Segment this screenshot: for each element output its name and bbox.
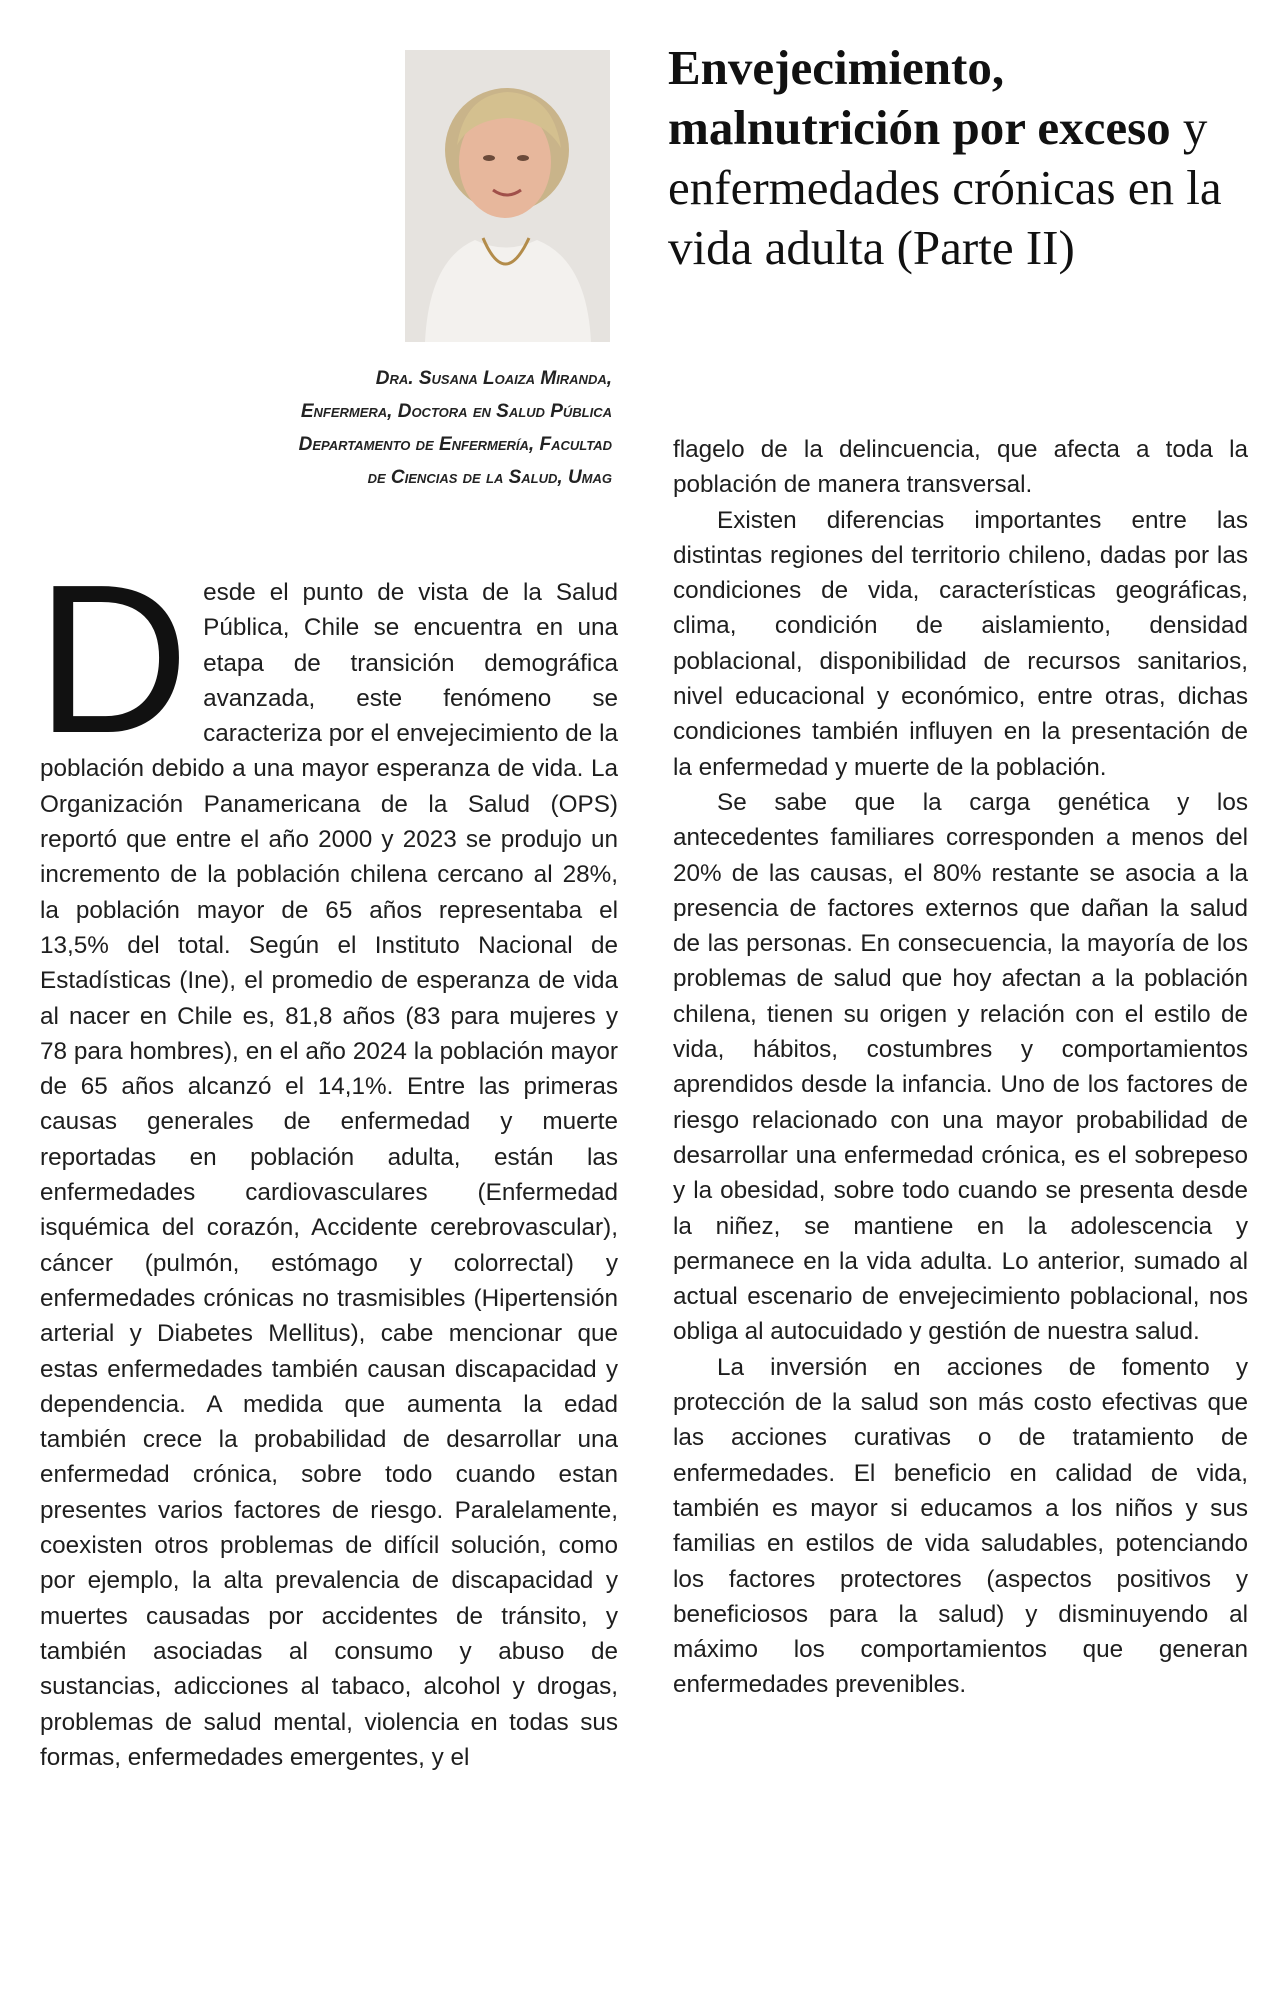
author-photo: [405, 50, 610, 342]
body-paragraph: esde el punto de vista de la Salud Pública, Chile se encuentra en una etapa de transición demográfica avanzada, este fenómeno se caracteriza por el envejecimiento de la población debido a una mayor esperanza de vida. La Organización Panamericana de la Salud (OPS) reportó que entre el año 2000 y 2023 se produjo un incremento de la población chilena cercano al 28%, la población mayor de 65 años representaba el 13,5% del total. Según el Instituto Nacional de Estadísticas (Ine), el promedio de esperanza de vida al nacer en Chile es, 81,8 años (83 para mujeres y 78 para hombres), en el año 2024 la población mayor de 65 años alcanzó el 14,1%. Entre las primeras causas generales de enfermedad y muerte reportadas en población adulta, están las enfermedades cardiovasculares (Enfermedad isquémica del corazón, Accidente cerebrovascular), cáncer (pulmón, estómago y colorrectal) y enfermedades crónicas no trasmisibles (Hipertensión arterial y Diabetes Mellitus), cabe mencionar que estas enfermedades también causan discapacidad y dependencia. A medida que aumenta la edad también crece la probabilidad de desarrollar una enfermedad crónica, sobre todo cuando estan presentes varios factores de riesgo. Paralelamente, coexisten otros problemas de difícil solución, como por ejemplo, la alta prevalencia de discapacidad y muertes causadas por accidentes de tránsito, y también asociadas al consumo y abuso de sustancias, adicciones al tabaco, alcohol y drogas, problemas de salud mental, violencia en todas sus formas, enfermedades emergentes, y el: [40, 579, 618, 1771]
body-paragraph: La inversión en acciones de fomento y protección de la salud son más costo efectivas que las acciones curativas o de tratamiento de enfermedades. El beneficio en calidad de vida, también es mayor si educamos a los niños y sus familias en estilos de vida saludables, potenciando los factores protectores (aspectos positivos y beneficiosos para la salud) y disminuyendo al máximo los comportamientos que generan enfermedades prevenibles.: [673, 1353, 1248, 1699]
byline-line: Dra. Susana Loaiza Miranda,: [375, 368, 612, 389]
byline-line: Enfermera, Doctora en Salud Pública: [300, 401, 612, 422]
article-title: [668, 38, 1258, 278]
body-paragraph: flagelo de la delincuencia, que afecta a toda la población de manera transversal.: [673, 436, 1248, 499]
byline-line: de Ciencias de la Salud, Umag: [367, 467, 612, 488]
author-byline: [100, 362, 612, 494]
drop-cap: D: [36, 540, 190, 777]
left-column: [36, 540, 618, 1775]
article-title-bold: Envejecimiento, malnutrición por exceso: [668, 40, 1171, 155]
right-column: [673, 432, 1248, 1703]
body-paragraph: Se sabe que la carga genética y los antecedentes familiares corresponden a menos del 20% de las causas, el 80% restante se asocia a la presencia de factores externos que dañan la salud de las personas. En consecuencia, la mayoría de los problemas de salud que hoy afectan a la población chilena, tienen su origen y relación con el estilo de vida, hábitos, costumbres y comportamientos aprendidos desde la infancia. Uno de los factores de riesgo relacionado con una mayor probabilidad de desarrollar una enfermedad crónica, es el sobrepeso y la obesidad, sobre todo cuando se presenta desde la niñez, se mantiene en la adolescencia y permanece en la vida adulta. Lo anterior, sumado al actual escenario de envejecimiento poblacional, nos obliga al autocuidado y gestión de nuestra salud.: [673, 788, 1248, 1346]
body-paragraph: Existen diferencias importantes entre las distintas regiones del territorio chileno, dadas por las condiciones de vida, características geográficas, clima, condición de aislamiento, densidad poblacional, disponibilidad de recursos sanitarios, nivel educacional y económico, entre otras, dichas condiciones también influyen en la presentación de la enfermedad y muerte de la población.: [673, 506, 1248, 781]
article-title-regular: y enfermedades crónicas en la vida adulta (Parte II): [668, 100, 1222, 275]
byline-line: Departamento de Enfermería, Facultad: [298, 434, 612, 455]
author-portrait-icon: [405, 50, 610, 342]
